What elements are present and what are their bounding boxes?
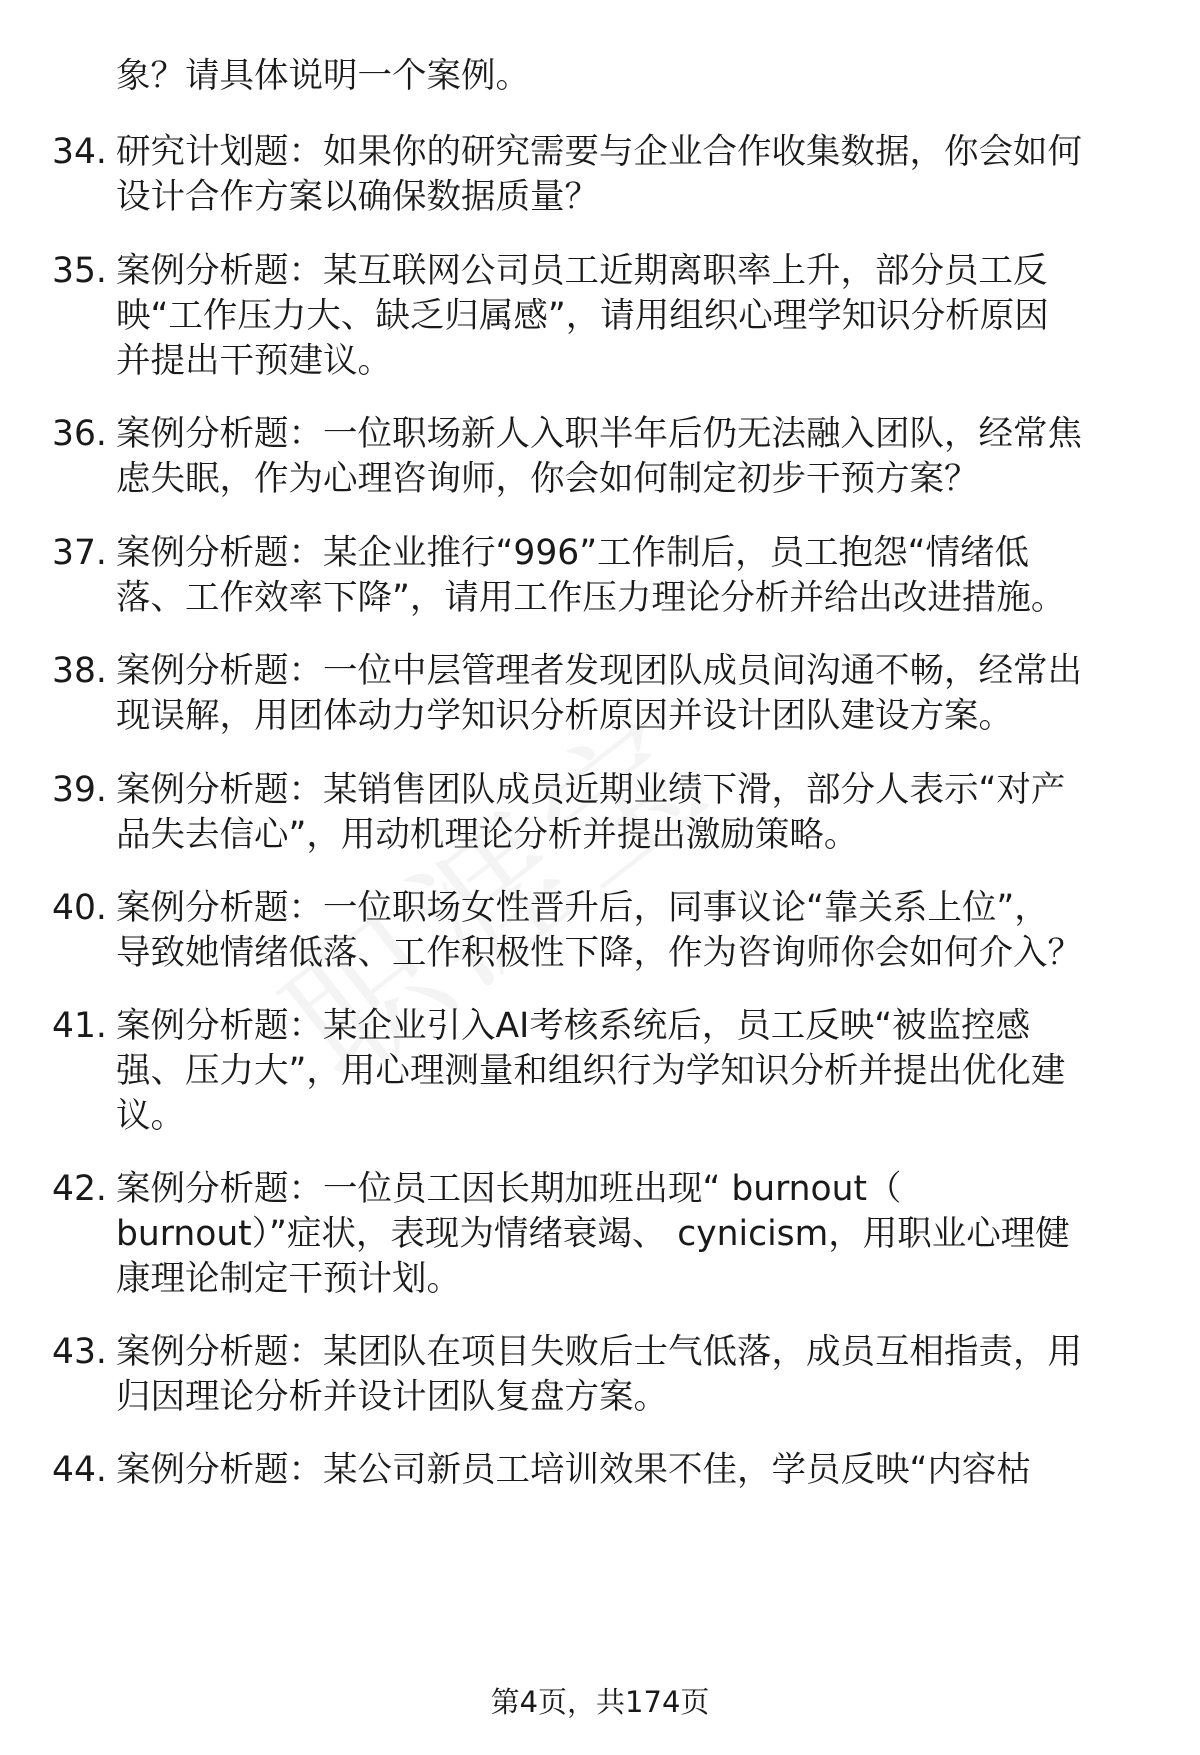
question-text-line: 案例分析题：某互联网公司员工近期离职率上升，部分员工反: [116, 251, 1048, 291]
question-number: 44.: [52, 1450, 107, 1490]
question-text-line: 设计合作方案以确保数据质量？: [116, 177, 599, 217]
question-text-line: 案例分析题：某企业引入AI考核系统后，员工反映“被监控感: [116, 1006, 1031, 1046]
question-text-line: 落、工作效率下降”，请用工作压力理论分析并给出改进措施。: [116, 578, 1066, 618]
question-text-line: 并提出干预建议。: [116, 341, 392, 381]
question-number: 42.: [52, 1169, 107, 1209]
question-text-line: 研究计划题：如果你的研究需要与企业合作收集数据，你会如何: [116, 132, 1082, 172]
question-text-line: 强、压力大”，用心理测量和组织行为学知识分析并提出优化建: [116, 1051, 1066, 1091]
question-number: 39.: [52, 770, 107, 810]
question-text-line: 映“工作压力大、缺乏归属感”，请用组织心理学知识分析原因: [116, 296, 1049, 336]
question-text-line: 案例分析题：一位职场女性晋升后，同事议论“靠关系上位”，: [116, 888, 1049, 928]
question-text-line: 案例分析题：某销售团队成员近期业绩下滑，部分人表示“对产: [116, 770, 1066, 810]
question-text-line: burnout）”症状，表现为情绪衰竭、 cynicism，用职业心理健: [116, 1214, 1070, 1254]
question-number: 40.: [52, 888, 107, 928]
question-text-line: 案例分析题：一位员工因长期加班出现“ burnout（: [116, 1169, 902, 1209]
question-number: 34.: [52, 132, 107, 172]
question-text-line: 现误解，用团体动力学知识分析原因并设计团队建设方案。: [116, 696, 1013, 736]
question-text-line: 虑失眠，作为心理咨询师，你会如何制定初步干预方案？: [116, 459, 979, 499]
question-text-line: 康理论制定干预计划。: [116, 1259, 461, 1299]
question-number: 38.: [52, 651, 107, 691]
question-text-line: 案例分析题：某公司新员工培训效果不佳，学员反映“内容枯: [116, 1450, 1031, 1490]
page-number-label: 第4页，共174页: [490, 1685, 710, 1719]
question-text-line: 导致她情绪低落、工作积极性下降，作为咨询师你会如何介入？: [116, 933, 1082, 973]
page-footer: [0, 1682, 1200, 1722]
question-number: 43.: [52, 1332, 107, 1372]
question-number: 36.: [52, 414, 107, 454]
question-number: 35.: [52, 251, 107, 291]
question-text-line: 案例分析题：一位中层管理者发现团队成员间沟通不畅，经常出: [116, 651, 1082, 691]
question-text-line: 案例分析题：一位职场新人入职半年后仍无法融入团队，经常焦: [116, 414, 1082, 454]
question-text-line: 议。: [116, 1096, 185, 1136]
question-number: 37.: [52, 533, 107, 573]
question-text-line: 品失去信心”，用动机理论分析并提出激励策略。: [116, 815, 859, 855]
question-number: 41.: [52, 1006, 107, 1046]
question-text-line: 案例分析题：某团队在项目失败后士气低落，成员互相指责，用: [116, 1332, 1082, 1372]
question-text-line: 案例分析题：某企业推行“996”工作制后，员工抱怨“情绪低: [116, 533, 1029, 573]
continuation-line: 象？请具体说明一个案例。: [116, 56, 530, 96]
question-text-line: 归因理论分析并设计团队复盘方案。: [116, 1377, 668, 1417]
